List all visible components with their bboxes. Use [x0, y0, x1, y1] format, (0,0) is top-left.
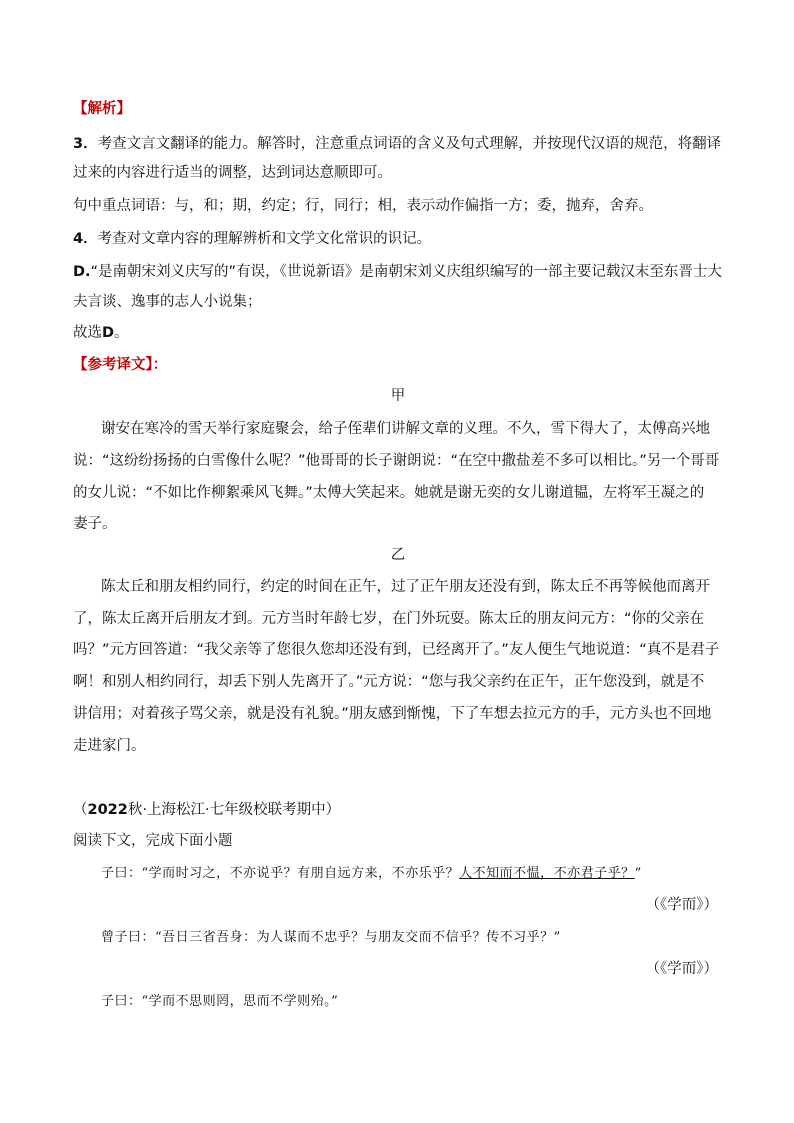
- quote-1-underlined: 人不知而不愠，不亦君子乎？: [459, 866, 635, 881]
- yi-line-6: 走进家门。: [73, 738, 146, 754]
- quote-3: 子曰：“学而不思则罔，思而不学则殆。”: [101, 994, 339, 1009]
- analysis-heading: 【解析】: [73, 101, 131, 117]
- answer-suffix: 。: [114, 325, 129, 341]
- yi-line-4: 啊！和别人相约同行，却丢下别人先离开了。”元方说：“您与我父亲约在正午，正午您没到，就是不: [73, 674, 705, 690]
- analysis-q4-line1: [73, 229, 733, 249]
- q3-number: 3．: [73, 136, 98, 152]
- answer-letter: D: [102, 325, 115, 341]
- analysis-q3-line3: 句中重点词语：与，和；期，约定；行，同行；相，表示动作偏指一方；委，抛弃，舍弃。: [73, 198, 653, 214]
- yi-line-2: 了，陈太丘离开后朋友才到。元方当时年龄七岁，在门外玩耍。陈太丘的朋友问元方：“你的父亲在: [73, 611, 705, 627]
- quote-1-source: （《学而》）: [645, 897, 718, 913]
- jia-title: 甲: [390, 388, 406, 404]
- option-d-label: D.: [73, 264, 91, 280]
- q4-text-1: 考查对文章内容的理解辨析和文学文化常识的识记。: [97, 231, 432, 247]
- answer-prefix: 故选: [73, 325, 102, 341]
- q4-number: 4．: [73, 231, 98, 247]
- quote-1: [101, 864, 761, 884]
- yi-line-5: 讲信用；对着孩子骂父亲，就是没有礼貌。”朋友感到惭愧，下了车想去拉元方的手，元方头也不回地: [73, 706, 712, 722]
- q3-text-1: 考查文言文翻译的能力。解答时，注意重点词语的含义及句式理解，并按现代汉语的规范，将翻译: [97, 136, 722, 152]
- source-rest: 秋·上海松江·七年级校联考期中）: [127, 802, 341, 818]
- question-instruction: 阅读下文，完成下面小题: [73, 833, 233, 849]
- yi-line-1: 陈太丘和朋友相约同行，约定的时间在正午，过了正午朋友还没有到，陈太丘不再等候他而离开: [101, 579, 710, 595]
- option-d-line1: [73, 262, 733, 282]
- jia-line-3: 的女儿说：“不如比作柳絮乘风飞舞。”太傅大笑起来。她就是谢无奕的女儿谢道韫，左将军王凝之的: [73, 485, 705, 501]
- analysis-q3-line2: 过来的内容进行适当的调整，达到词达意顺即可。: [73, 165, 392, 181]
- analysis-q3-line1: [73, 134, 733, 154]
- yi-line-3: 吗？”元方回答道：“我父亲等了您很久您却还没有到，已经离开了。”友人便生气地说道：“真不是君子: [73, 642, 720, 658]
- quote-2-source: （《学而》）: [645, 961, 718, 977]
- option-d-text-1: “是南朝宋刘义庆写的”有误，《世说新语》是南朝宋刘义庆组织编写的一部主要记载汉末至东晋士大: [90, 264, 722, 280]
- yi-title: 乙: [390, 547, 406, 563]
- quote-2: 曾子曰：“吾日三省吾身：为人谋而不忠乎？与朋友交而不信乎？传不习乎？”: [101, 930, 561, 945]
- question-source: [73, 800, 733, 820]
- jia-line-1: 谢安在寒冷的雪天举行家庭聚会，给子侄辈们讲解文章的义理。不久，雪下得大了，太傅高兴地: [101, 421, 710, 437]
- jia-line-4: 妻子。: [73, 516, 117, 532]
- source-year: 2022: [87, 802, 128, 818]
- translation-heading: 【参考译文】：: [73, 357, 168, 373]
- quote-1-text: 子曰：“学而时习之，不亦说乎？有朋自远方来，不亦乐乎？: [101, 866, 460, 881]
- source-open: （: [73, 802, 88, 818]
- jia-line-2: 说：“这纷纷扬扬的白雪像什么呢？”他哥哥的长子谢朗说：“在空中撒盐差不多可以相比。”另一个哥哥: [73, 453, 720, 469]
- answer-line: [73, 323, 733, 343]
- option-d-line2: 夫言谈、逸事的志人小说集；: [73, 294, 262, 310]
- quote-1-close: ”: [634, 866, 642, 881]
